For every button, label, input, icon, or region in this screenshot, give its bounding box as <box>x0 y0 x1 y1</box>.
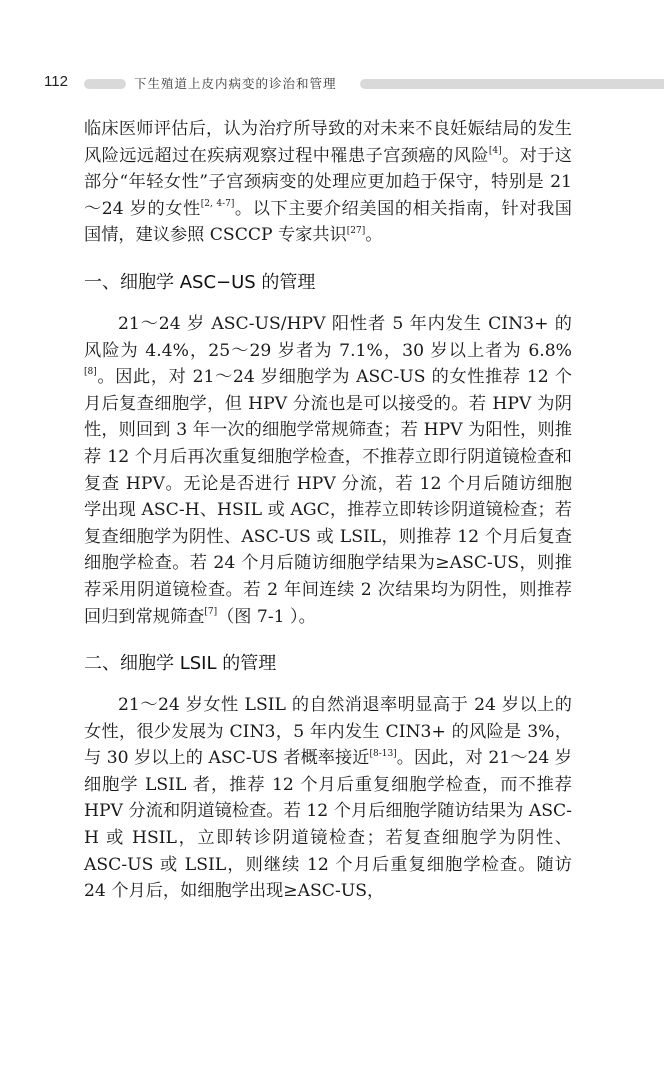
lsil-paragraph <box>84 692 572 905</box>
main-text <box>84 116 572 905</box>
text-run: 。对于这部分“年轻女性”子宫颈病变的处理应更加趋于保守，特别是 21～24 岁的女性 <box>84 145 572 219</box>
citation: [8-13] <box>369 748 397 759</box>
citation: [7] <box>204 606 218 617</box>
page-number: 112 <box>44 73 68 90</box>
text-run: 。 <box>365 225 383 246</box>
citation: [27] <box>346 225 366 236</box>
asc-us-paragraph <box>84 311 572 630</box>
text-run: 临床医师评估后，认为治疗所导致的对未来不良妊娠结局的发生风险远远超过在疾病观察过程中罹患子宫颈癌的风险 <box>84 119 572 166</box>
text-run: 。因此，对 21～24 岁细胞学 LSIL 者，推荐 12 个月后重复细胞学检查，而不推荐 HPV 分流和阴道镜检查。若 12 个月后细胞学随访结果为 ASC-H 或 HSIL，立即转诊阴道镜检查；若复查细胞学为阴性、ASC-US 或 LSIL，则继续 12 个月后重复细胞学检查。随访 24 个月后，如细胞学出现≥ASC-US， <box>84 748 572 902</box>
citation: [2, 4-7] <box>200 199 235 210</box>
text-run: 21～24 岁女性 LSIL 的自然消退率明显高于 24 岁以上的女性，很少发展为 CIN3，5 年内发生 CIN3+ 的风险是 3%，与 30 岁以上的 ASC-US 者概率接近 <box>84 695 572 769</box>
text-run: 。以下主要介绍美国的相关指南，针对我国国情，建议参照 CSCCP 专家共识 <box>84 198 572 246</box>
text-run: 。因此，对 21～24 岁细胞学为 ASC-US 的女性推荐 12 个月后复查细胞学，但 HPV 分流也是可以接受的。若 HPV 为阴性，则回到 3 年一次的细胞学常规筛查；若 HPV 为阳性，则推荐 12 个月后再次重复细胞学检查，不推荐立即行阴道镜检查和复查 HPV。无论是否进行 HPV 分流，若 12 个月后随访细胞学出现 ASC-H、HSIL 或 AGC，推荐立即转诊阴道镜检查；若复查细胞学为阴性、ASC-US 或 LSIL，则推荐 12 个月后复查细胞学检查。若 24 个月后随访细胞学结果为≥ASC-US，则推荐采用阴道镜检查。若 2 年间连续 2 次结果均为阴性，则推荐回归到常规筛查 <box>84 367 572 627</box>
header-decorative-bar-right <box>360 79 664 89</box>
citation: [4] <box>488 145 502 156</box>
section-heading-lsil: 二、细胞学 LSIL 的管理 <box>84 653 277 675</box>
running-header <box>0 72 664 96</box>
text-run: （图 7-1 ）。 <box>217 606 316 627</box>
intro-paragraph <box>84 116 572 249</box>
running-title: 下生殖道上皮内病变的诊治和管理 <box>134 76 337 91</box>
citation: [8] <box>84 367 97 378</box>
header-decorative-bar-left <box>84 79 126 89</box>
text-run: 21～24 岁 ASC-US/HPV 阳性者 5 年内发生 CIN3+ 的风险为 4.4%，25～29 岁者为 7.1%，30 岁以上者为 6.8% <box>84 313 572 361</box>
section-heading-asc-us: 一、细胞学 ASC−US 的管理 <box>84 271 316 293</box>
